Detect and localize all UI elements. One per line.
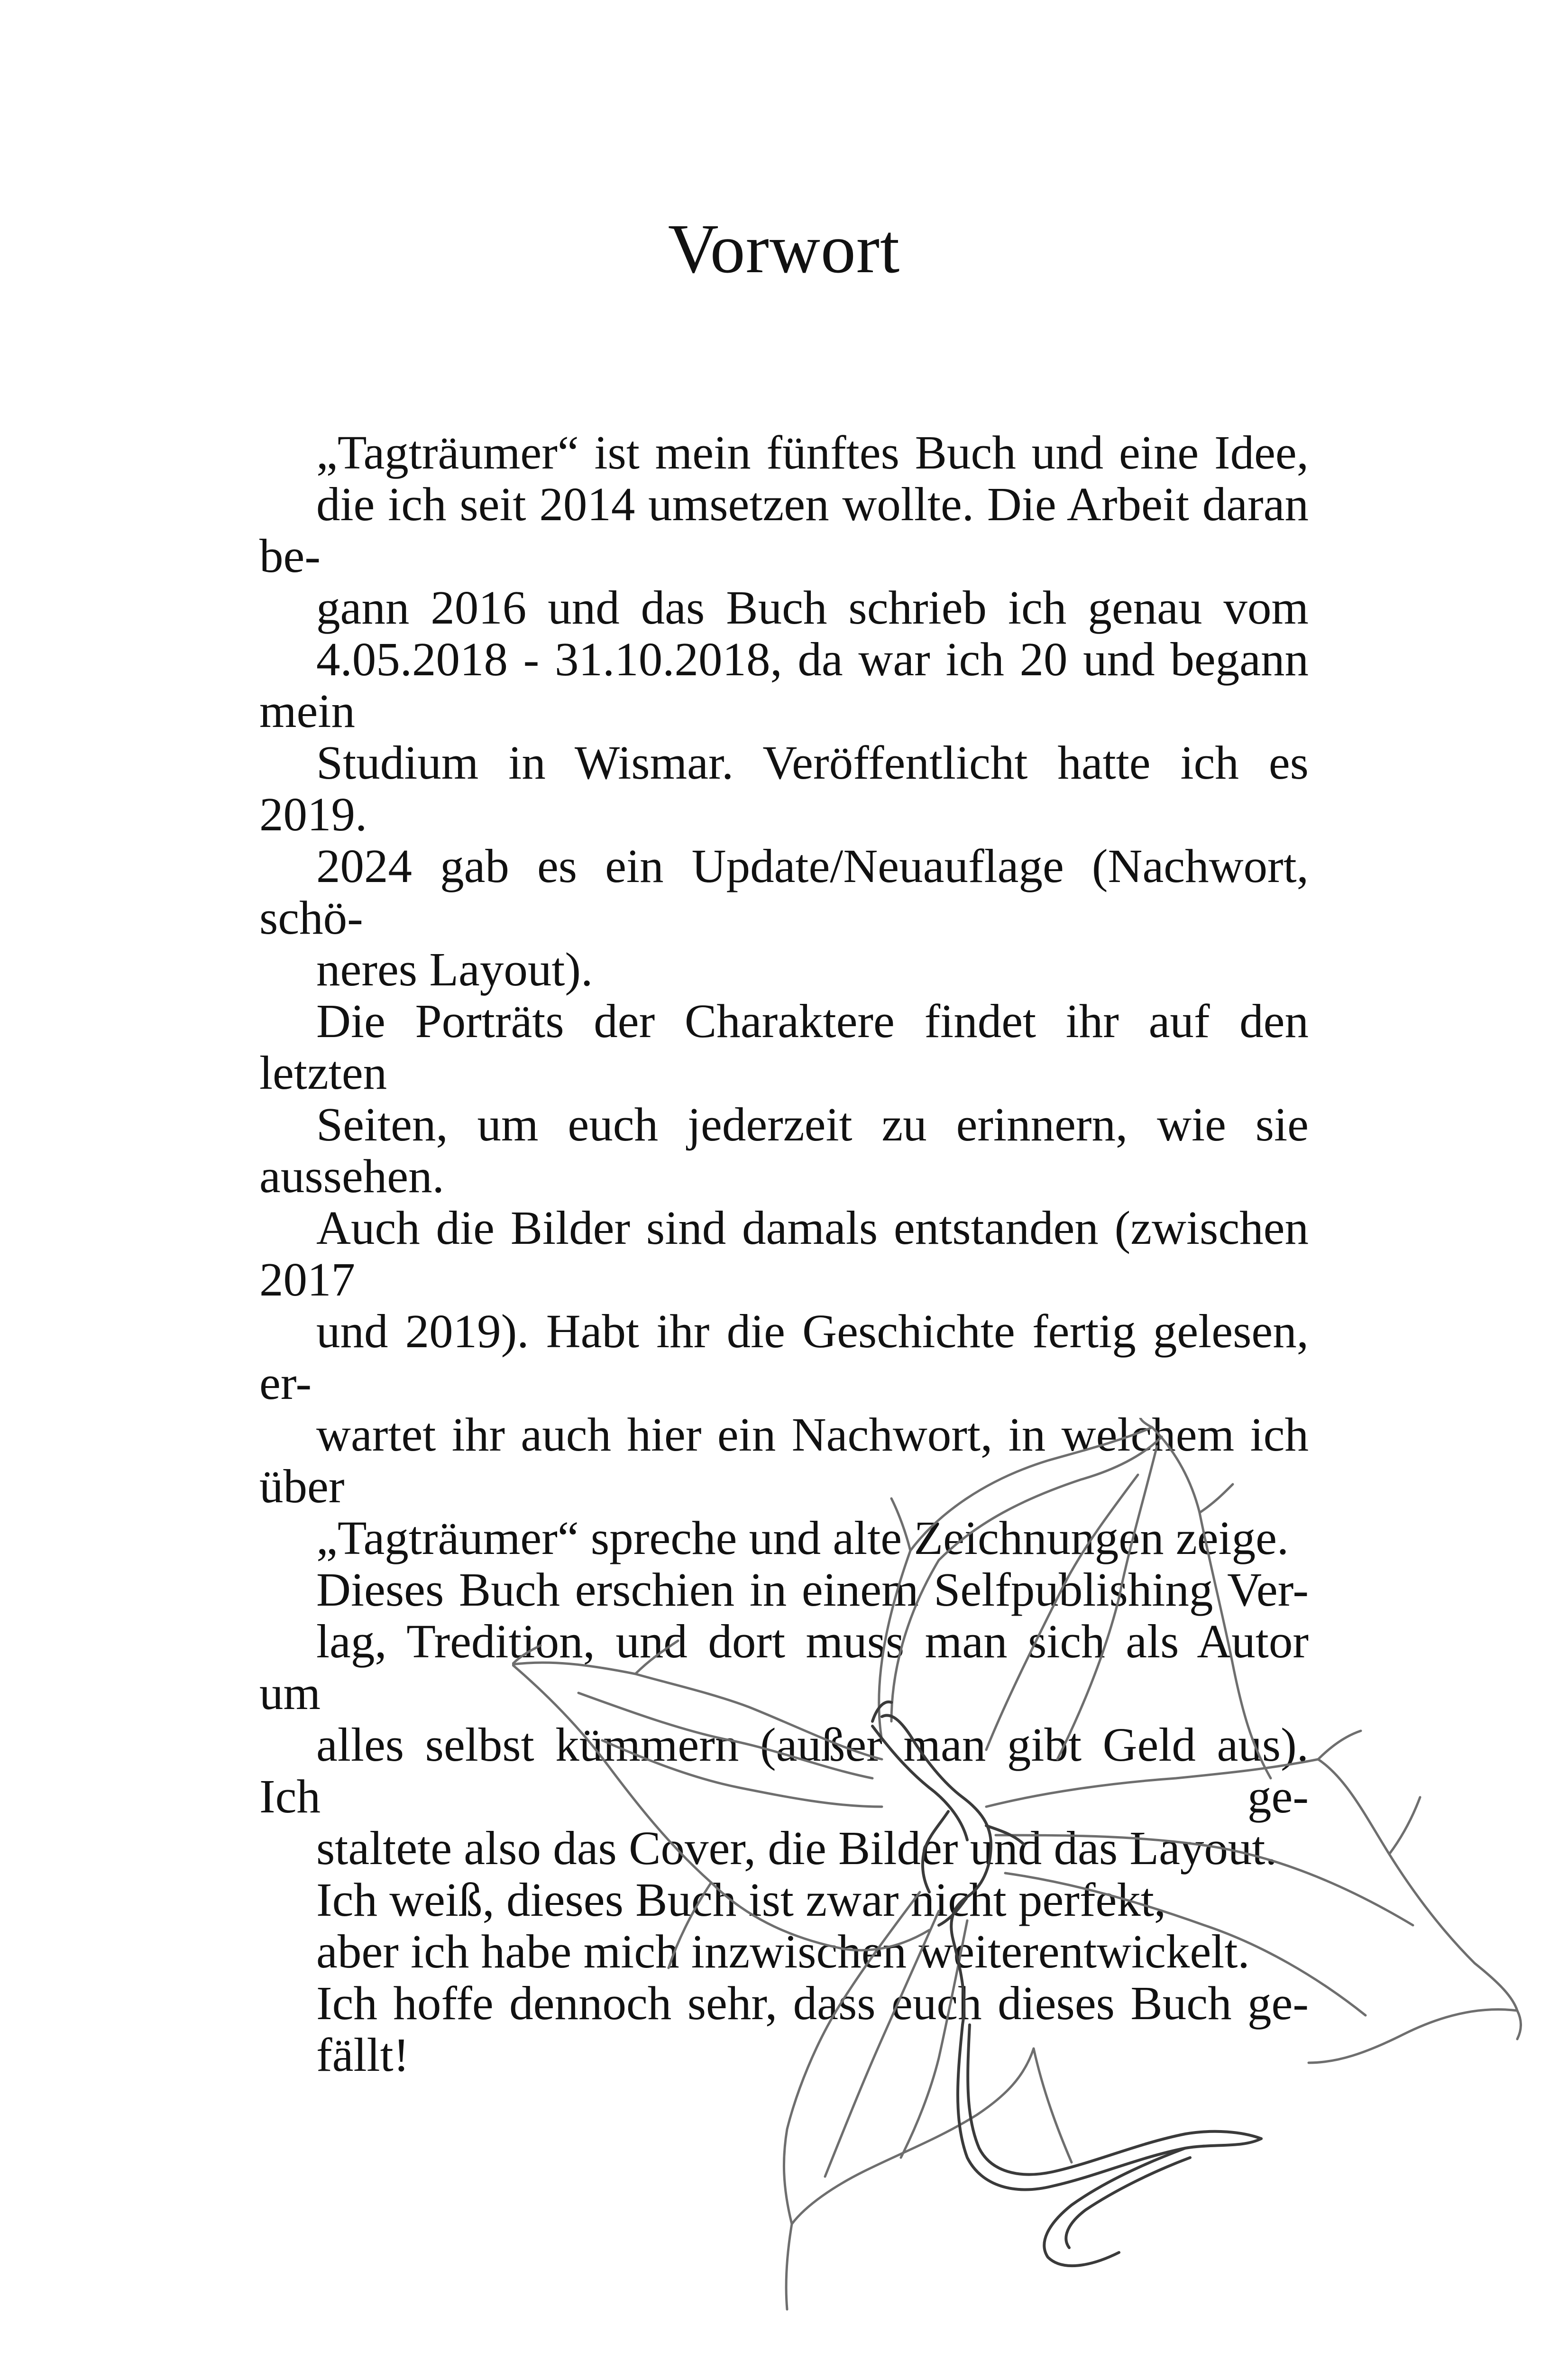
text-line: neres Layout). [316, 943, 593, 996]
text-line: Die Porträts der Charaktere findet ihr auf den letzten [259, 994, 1309, 1099]
text-line: staltete also das Cover, die Bilder und das Layout. [316, 1821, 1277, 1875]
right-wing-sketch [986, 1731, 1521, 2063]
text-line: Seiten, um euch jederzeit zu erinnern, wie sie aussehen. [259, 1098, 1309, 1203]
text-line: „Tagträumer“ ist mein fünftes Buch und eine Idee, [316, 426, 1309, 479]
paragraph-1 [259, 427, 1309, 995]
page-title: Vorwort [668, 210, 900, 288]
text-line: und 2019). Habt ihr die Geschichte fertig gelesen, er- [259, 1305, 1309, 1409]
text-line: „Tagträumer“ spreche und alte Zeichnungen zeige. [316, 1511, 1289, 1564]
creature-body-sketch [872, 1702, 1024, 2025]
text-line: alles selbst kümmern (außer man gibt Geld aus). Ich ge- [259, 1718, 1309, 1823]
text-line: wartet ihr auch hier ein Nachwort, in welchem ich über [259, 1408, 1309, 1513]
text-line: lag, Tredition, und dort muss man sich als Autor um [259, 1615, 1309, 1719]
creature-tail-sketch [958, 2025, 1261, 2266]
text-line: die ich seit 2014 umsetzen wollte. Die Arbeit daran be- [259, 478, 1309, 582]
text-line: 4.05.2018 - 31.10.2018, da war ich 20 und begann mein [259, 633, 1309, 737]
text-line: Ich hoffe dennoch sehr, dass euch dieses Buch ge- [316, 1976, 1309, 2030]
text-line: fällt! [316, 2028, 410, 2081]
upper-wing-sketch [879, 1418, 1271, 1778]
text-line: Studium in Wismar. Veröffentlicht hatte ich es 2019. [259, 736, 1309, 841]
text-line: Dieses Buch erschien in einem Selfpublishing Ver- [316, 1563, 1309, 1616]
left-wing-sketch [512, 1641, 929, 1968]
text-line: gann 2016 und das Buch schrieb ich genau vom [316, 581, 1309, 634]
text-line: Ich weiß, dieses Buch ist zwar nicht perfekt, [316, 1873, 1166, 1926]
winged-creature-sketch-icon [512, 1418, 1522, 2371]
lower-wing-sketch [784, 1892, 1072, 2309]
text-line: Auch die Bilder sind damals entstanden (zwischen 2017 [259, 1201, 1309, 1306]
text-line: 2024 gab es ein Update/Neuauflage (Nachwort, schö- [259, 839, 1309, 944]
text-line: aber ich habe mich inzwischen weiterentwickelt. [316, 1925, 1250, 1978]
